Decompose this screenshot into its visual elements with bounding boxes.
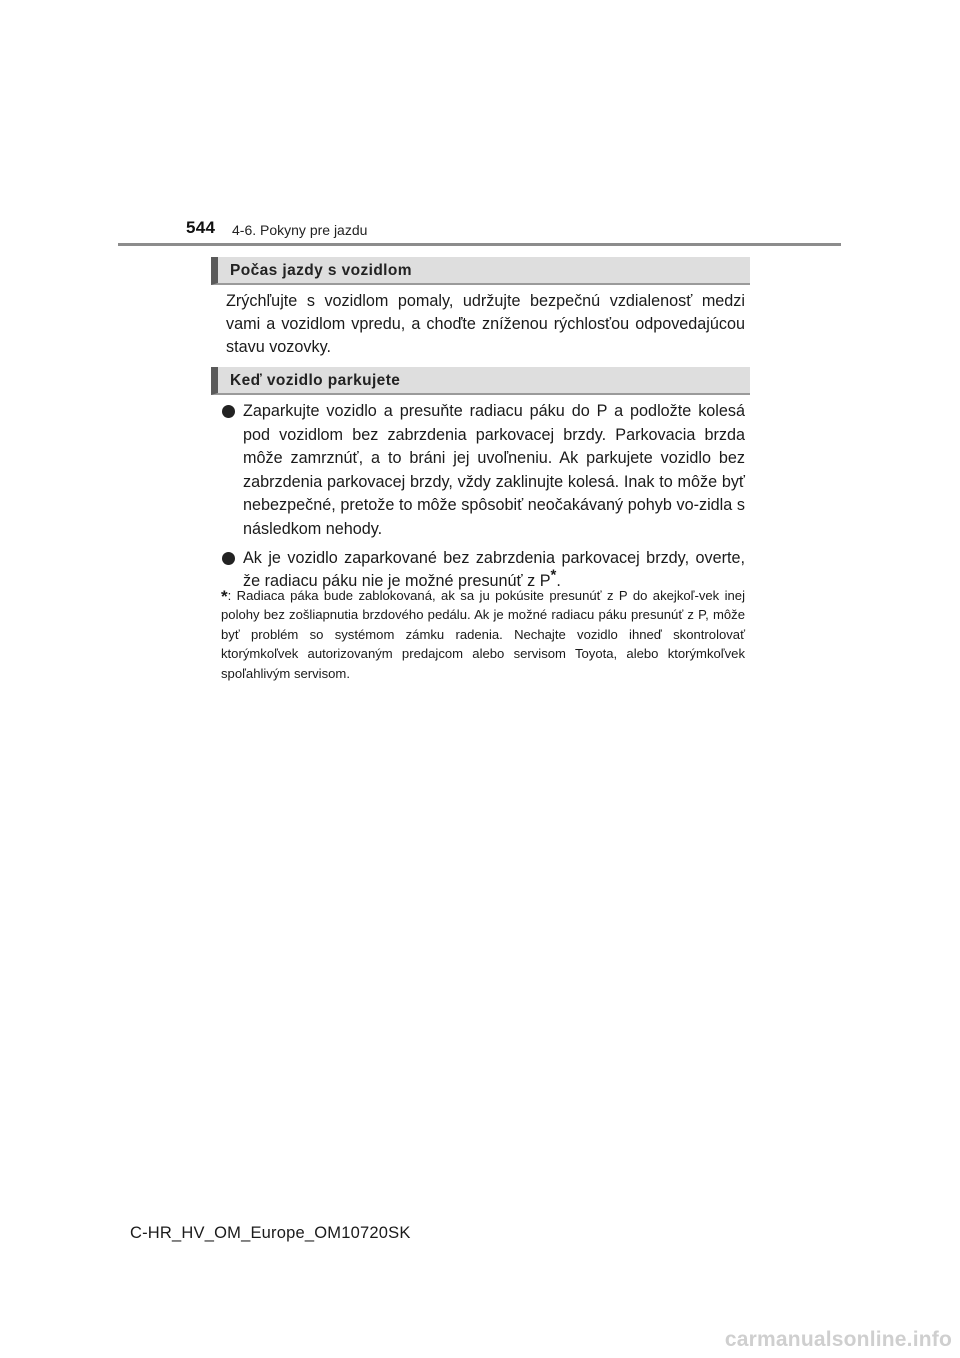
bullet-icon (222, 405, 235, 418)
footnote (221, 586, 745, 683)
section-heading-driving: Počas jazdy s vozidlom (211, 257, 750, 285)
driving-paragraph: Zrýchľujte s vozidlom pomaly, udržujte bezpečnú vzdialenosť medzi vami a vozidlom vpredu, a choďte zníženou rýchlosťou odpovedajúcou stavu vozovky. (226, 292, 745, 356)
footnote-marker: * (221, 587, 228, 606)
bullet-text: Ak je vozidlo zaparkované bez zabrzdenia parkovacej brzdy, overte, že radiacu páku nie je možné presunúť z P (243, 548, 745, 591)
list-item (222, 400, 745, 542)
section-heading-parking: Keď vozidlo parkujete (211, 367, 750, 395)
parking-bullet-list (222, 400, 745, 599)
document-code: C-HR_HV_OM_Europe_OM10720SK (130, 1224, 411, 1242)
bullet-text: Zaparkujte vozidlo a presuňte radiacu páku do P a podložte kolesá pod vozidlom bez zabrzdenia parkovacej brzdy. Parkovacia brzda môže zamrznúť, a to bráni jej uvoľneniu. Ak parkujete vozidlo bez zabrzdenia parkovacej brzdy, vždy zaklinujte kolesá. Inak to môže byť nebezpečné, pretože to môže spôsobiť neočakávaný pohyb vo-zidla s následkom nehody. (243, 402, 745, 538)
watermark: carmanualsonline.info (724, 1328, 952, 1351)
footnote-reference: * (550, 566, 557, 584)
header-divider (118, 243, 841, 246)
bullet-icon (222, 552, 235, 565)
footnote-text: : Radiaca páka bude zablokovaná, ak sa ju pokúsite presunúť z P do akejkoľ-vek inej polohy bez zošliapnutia brzdového pedálu. Ak je možné radiacu páku presunúť z P, môže byť problém so systémom zámku radenia. Nechajte vozidlo ihneď skontrolovať ktorýmkoľvek autorizovaným predajcom alebo servisom Toyota, alebo ktorýmkoľvek spoľahlivým servisom. (221, 588, 745, 681)
page-number: 544 (186, 218, 216, 237)
section-path: 4-6. Pokyny pre jazdu (232, 222, 368, 238)
bullet-text-end: . (556, 572, 561, 591)
